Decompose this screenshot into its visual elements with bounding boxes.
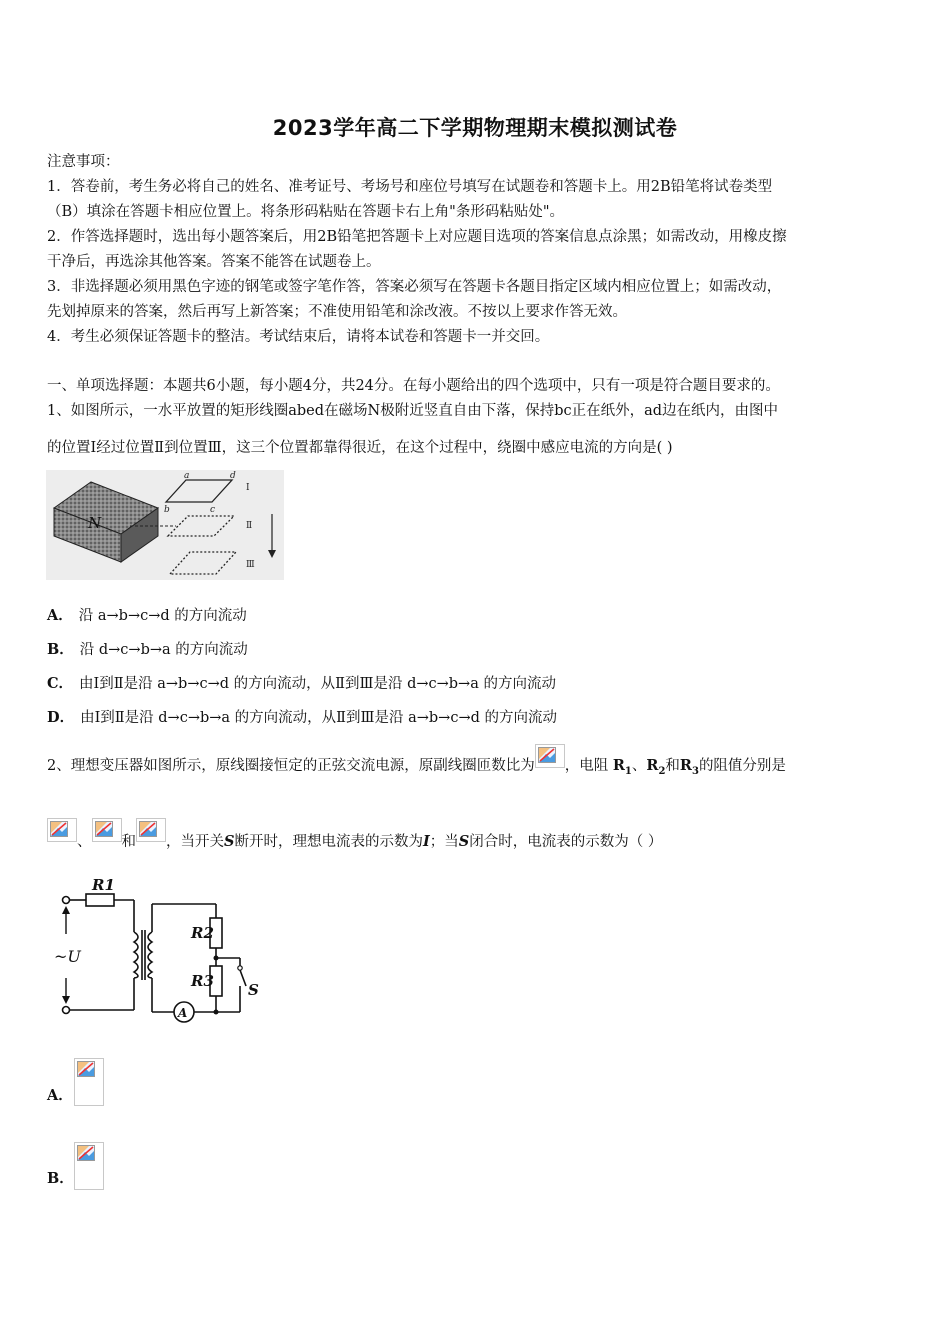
- question-1-figure: [46, 470, 284, 580]
- notice-line: （B）填涂在答题卡相应位置上。将条形码粘贴在答题卡右上角"条形码粘贴处"。: [47, 204, 564, 220]
- switch-blade: [240, 970, 246, 986]
- label-r3: R3: [191, 972, 214, 990]
- current-symbol: I: [422, 833, 430, 850]
- option-text: 沿 d→c→b→a 的方向流动: [79, 642, 248, 658]
- stem-text: ，电阻: [564, 758, 609, 774]
- notice-line: 干净后，再选涂其他答案。答案不能答在试题卷上。: [47, 254, 381, 270]
- label-switch: S: [248, 981, 259, 999]
- label-r2: R2: [191, 924, 214, 942]
- conjunction: 和: [665, 758, 680, 774]
- primary-coil: [134, 932, 138, 978]
- option-letter: D．: [47, 709, 75, 726]
- option-letter: A．: [47, 607, 73, 624]
- corner-label-c: c: [210, 505, 216, 515]
- notice-line: 先划掉原来的答案，然后再写上新答案；不准使用铅笔和涂改液。不按以上要求作答无效。: [47, 304, 627, 320]
- label-source: ~U: [54, 947, 81, 966]
- switch-symbol: S: [224, 833, 235, 850]
- position-label-3: Ⅲ: [246, 560, 255, 570]
- option-c[interactable]: [47, 674, 556, 694]
- broken-image-icon: [136, 818, 166, 842]
- separator: 、: [77, 834, 92, 850]
- corner-label-a: a: [184, 471, 190, 481]
- notice-line: 3．非选择题必须用黑色字迹的钢笔或签字笔作答，答案必须写在答题卡各题目指定区域内相应位置上；如需改动，: [47, 279, 782, 295]
- corner-label-b: b: [164, 505, 170, 515]
- stem-text: 2、理想变压器如图所示，原线圈接恒定的正弦交流电源，原副线圈匝数比为: [47, 758, 535, 774]
- stem-text: 断开时，理想电流表的示数为: [234, 834, 423, 850]
- option-b[interactable]: [47, 640, 248, 660]
- question-2-stem: [47, 830, 662, 854]
- magnet-label: N: [88, 514, 102, 532]
- option-letter: C．: [47, 675, 74, 692]
- page-title: 2023学年高二下学期物理期末模拟测试卷: [272, 116, 678, 140]
- option-a[interactable]: [47, 606, 247, 626]
- notice-line: 2．作答选择题时，选出每小题答案后，用2B铅笔把答题卡上对应题目选项的答案信息点涂黑；如需改动，用橡皮擦: [47, 229, 787, 245]
- resistor-r2: $R_2$: [646, 757, 666, 777]
- option-text: 由Ⅰ到Ⅱ是沿 a→b→c→d 的方向流动，从Ⅱ到Ⅲ是沿 d→c→b→a 的方向流动: [79, 676, 556, 692]
- separator: 、: [631, 758, 647, 774]
- broken-image-icon: [92, 818, 122, 842]
- option-d[interactable]: [47, 708, 557, 728]
- position-label-1: Ⅰ: [246, 483, 250, 493]
- secondary-coil: [148, 932, 152, 978]
- broken-image-icon: [74, 1058, 104, 1106]
- broken-image-icon: [47, 818, 77, 842]
- question-2-stem: [47, 754, 786, 782]
- option-text: 沿 a→b→c→d 的方向流动: [78, 608, 247, 624]
- broken-image-icon: [535, 744, 565, 768]
- label-ammeter: A: [178, 1006, 188, 1020]
- corner-label-d: d: [230, 471, 236, 481]
- notice-heading: 注意事项：: [47, 154, 120, 170]
- question-2-circuit: [50, 874, 270, 1034]
- notice-line: 4．考生必须保证答题卡的整洁。考试结束后，请将本试卷和答题卡一并交回。: [47, 329, 550, 345]
- option-letter: B．: [47, 1170, 74, 1187]
- option-letter: B．: [47, 641, 74, 658]
- resistor-r1-symbol: [86, 894, 114, 906]
- notice-line: 1．答卷前，考生务必将自己的姓名、准考证号、考场号和座位号填写在试题卷和答题卡上。用2B铅笔将试卷类型: [47, 179, 773, 195]
- question-1-stem: 的位置Ⅰ经过位置Ⅱ到位置Ⅲ，这三个位置都靠得很近，在这个过程中，绕圈中感应电流的方向是( ): [47, 440, 673, 456]
- option-letter: A．: [47, 1087, 73, 1104]
- stem-text: ，当开关: [166, 834, 224, 850]
- resistor-r3: $R_3$: [679, 757, 699, 777]
- broken-image-icon: [74, 1142, 104, 1190]
- stem-text: 的阻值分别是: [698, 758, 786, 774]
- label-r1: R1: [92, 876, 115, 894]
- resistor-r1: $R_1$: [612, 757, 632, 777]
- question-1-stem: 1、如图所示，一水平放置的矩形线圈abed在磁场N极附近竖直自由下落，保持bc正在纸外，ad边在纸内，由图中: [47, 403, 779, 419]
- stem-text: ；当: [429, 834, 459, 850]
- position-label-2: Ⅱ: [246, 521, 253, 531]
- switch-symbol: S: [458, 833, 470, 850]
- stem-text: 闭合时，电流表的示数为（ ）: [469, 834, 663, 850]
- option-text: 由Ⅰ到Ⅱ是沿 d→c→b→a 的方向流动，从Ⅱ到Ⅲ是沿 a→b→c→d 的方向流动: [80, 710, 557, 726]
- section-heading: 一、单项选择题：本题共6小题，每小题4分，共24分。在每小题给出的四个选项中，只有一项是符合题目要求的。: [47, 378, 780, 394]
- conjunction: 和: [121, 834, 136, 850]
